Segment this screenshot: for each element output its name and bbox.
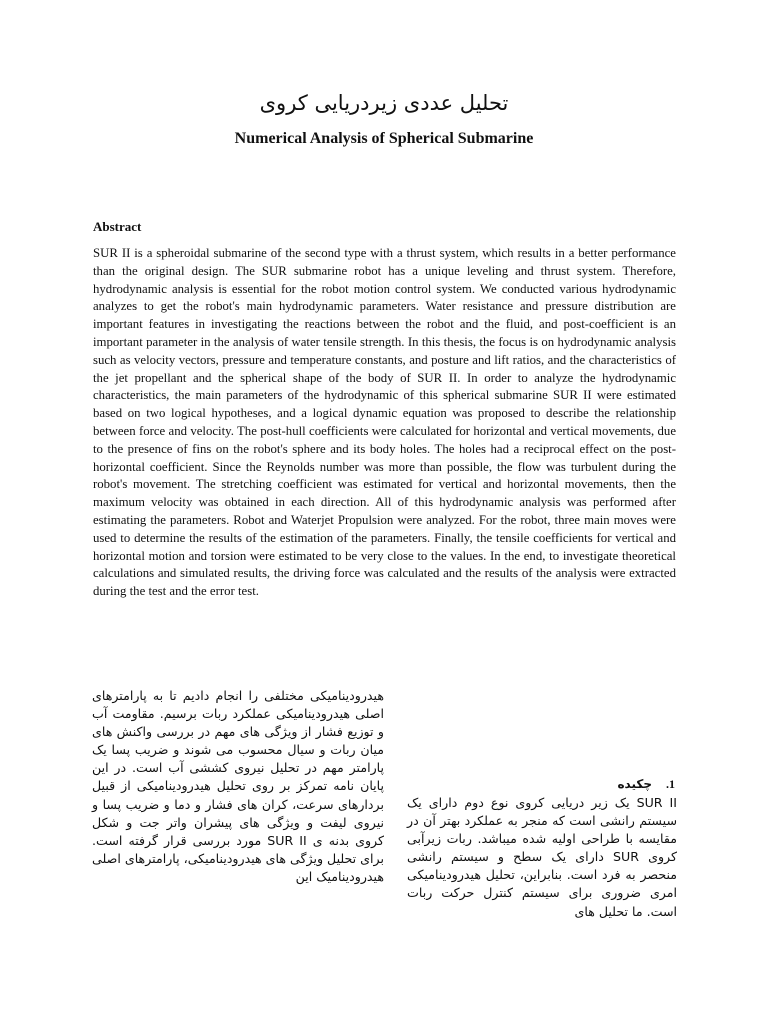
section-title: چکیده [617, 777, 652, 791]
abstract-heading: Abstract [93, 219, 142, 234]
english-title: Numerical Analysis of Spherical Submarine [234, 130, 534, 147]
section-body: SUR II یک زیر دریایی کروی نوع دوم دارای یک سیستم رانشی است که منجر به عملکرد بهتر آن در مقایسه با طراحی اولیه شده میباشد. ربات زیرآبی کروی SUR دارای یک سطح و سیستم رانشی منحصر به فرد است. بنابراین، تحلیل هیدرودینامیکی امری ضروری برای سیستم کنترل حرکت ربات است. ما تحلیل های [407, 795, 677, 919]
persian-title: تحلیل عددی زیردریایی کروی [259, 91, 509, 115]
section-number: 1. [666, 777, 675, 791]
persian-left-column: هیدرودینامیکی مختلفی را انجام دادیم تا به پارامترهای اصلی هیدرودینامیکی عملکرد ربات برسیم. مقاومت آب و توزیع فشار از ویژگی های مهم در بررسی واکنش های میان ربات و سیال محسوب می شوند و ضریب پسا یک پارامتر مهم در تحلیل نیروی کششی آب است. در این پایان نامه تمرکز بر روی تحلیل هیدرودینامیکی از قبیل بردارهای سرعت، کران های فشار و دما و ضریب پسا و نیروی لیفت و ویژگی های پیشران واتر جت و شکل کروی بدنه ی SUR II مورد بررسی قرار گرفته است. برای تحلیل ویژگی های هیدرودینامیکی، پارامترهای اصلی هیدرودینامیک این [92, 688, 385, 884]
persian-right-column [407, 775, 677, 921]
abstract-body: SUR II is a spheroidal submarine of the second type with a thrust system, which results in a better performance than the original design. The SUR submarine robot has a unique leveling and thrust system. Therefore, hydrodynamic analysis is essential for the robot motion control system. We conducted various hydrodynamic analyzes to get the robot's main hydrodynamic parameters. Water resistance and pressure distribution are important features in investigating the reactions between the robot and the fluid, and post-coefficient is an important parameter in the analysis of water tensile strength. In this thesis, the focus is on hydrodynamic analysis such as velocity vectors, pressure and temperature constants, and posture and lift ratios, and the characteristics of the jet propellant and the spherical shape of the body of SUR II. In order to analyze the hydrodynamic characteristics, the main parameters of the hydrodynamic of this spherical submarine SUR II were estimated based on two logical hypotheses, and a logical dynamic equation was proposed to describe the relationship between force and velocity. The post-hull coefficients were calculated for horizontal and vertical movements, due to the presence of fins on the robot's sphere and its body holes. The holes had a reciprocal effect on the post-horizontal coefficient. Since the Reynolds number was more than possible, the flow was turbulent during the robot's movement. The stretching coefficient was estimated for vertical and horizontal movements, then the maximum velocity was obtained in each direction. All of this hydrodynamic analysis was performed after estimating the parameters. Robot and Waterjet Propulsion were analyzed. For the robot, three main moves were used to determine the results of the estimation of the parameters. Finally, the tensile coefficients for vertical and horizontal motion and torsion were estimated to be very close to the values. In the end, to investigate theoretical calculations and simulated results, the driving force was calculated and the results of the analysis were extracted during the test and the error test. [93, 246, 676, 599]
section-heading [407, 775, 677, 793]
